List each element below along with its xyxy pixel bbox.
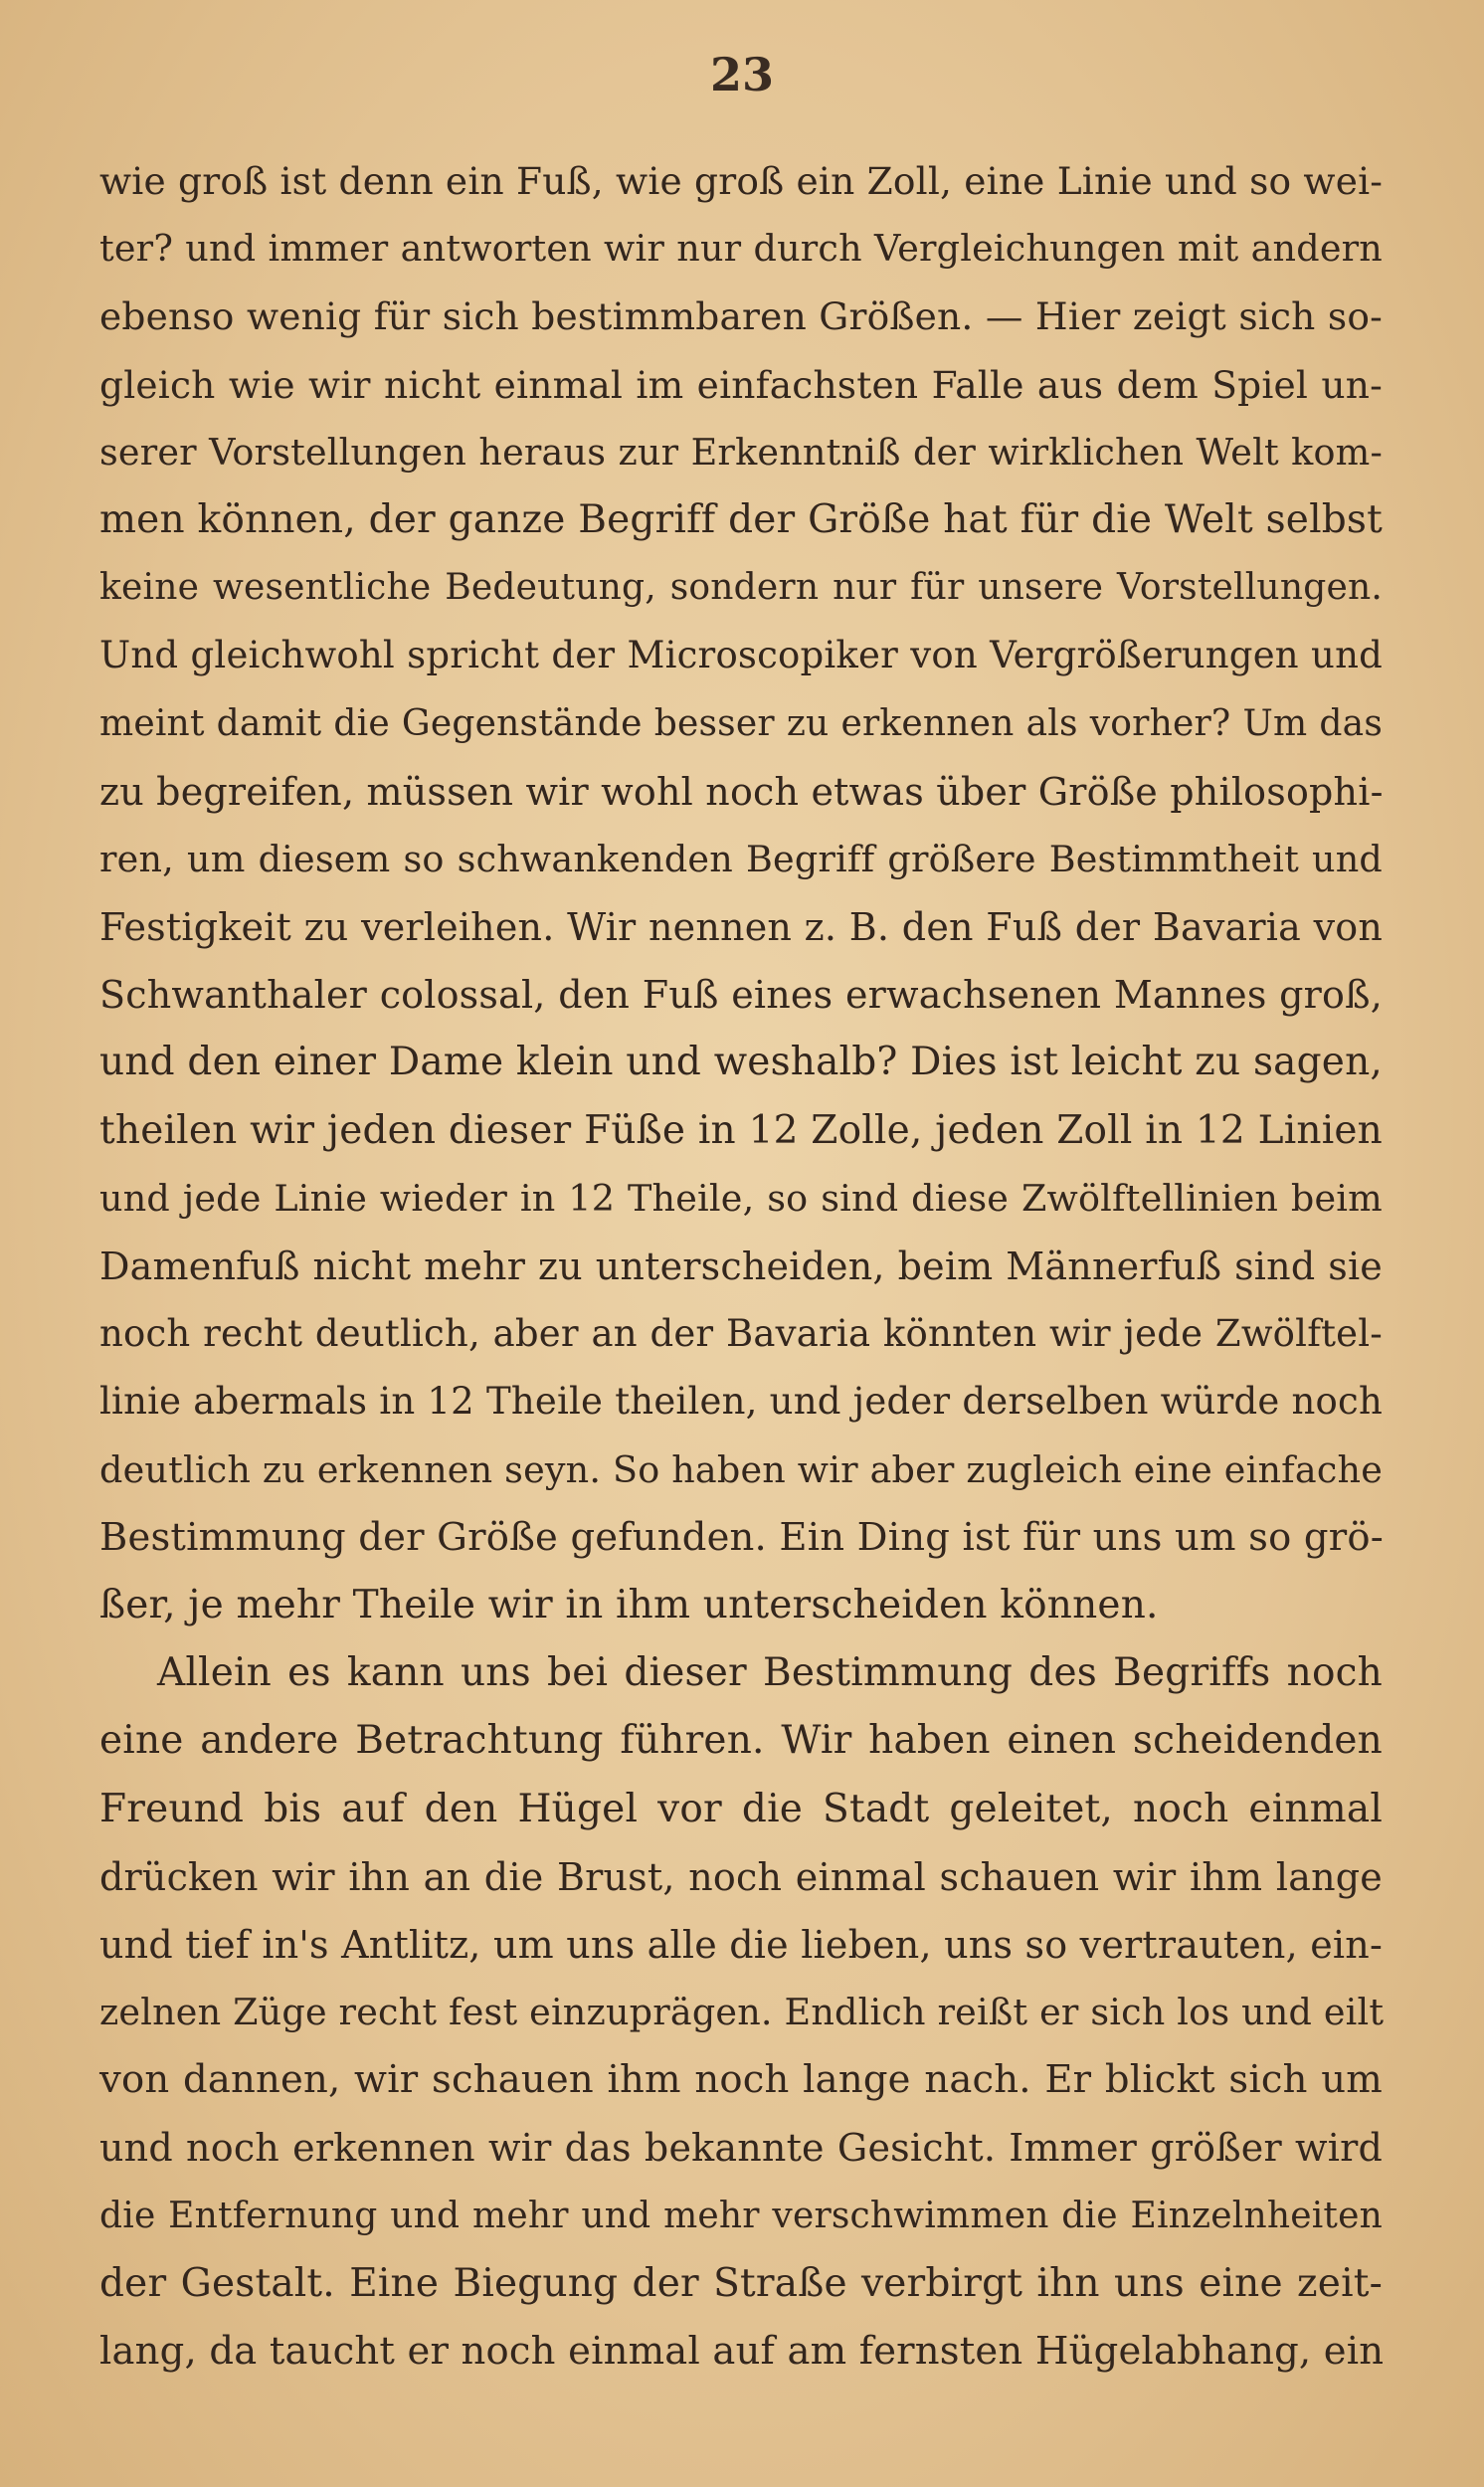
text-line: die Entfernung und mehr und mehr verschwimmen die Einzelnheiten — [99, 2195, 1383, 2236]
text-line: wie groß ist denn ein Fuß, wie groß ein Zoll, eine Linie und so wei- — [99, 159, 1384, 203]
paragraph-2 — [99, 1639, 1383, 2386]
text-line: Damenfuß nicht mehr zu unterscheiden, beim Männerfuß sind sie — [99, 1244, 1383, 1288]
text-line: meint damit die Gegenstände besser zu erkennen als vorher? Um das — [99, 702, 1383, 744]
text-line: keine wesentliche Bedeutung, sondern nur für unsere Vorstellungen. — [99, 567, 1383, 609]
text-line: Bestimmung der Größe gefunden. Ein Ding ist für uns um so grö- — [99, 1514, 1384, 1560]
text-line: linie abermals in 12 Theile theilen, und jeder derselben würde noch — [99, 1380, 1383, 1424]
text-line: eine andere Betrachtung führen. Wir haben einen scheidenden — [99, 1718, 1383, 1764]
text-line: deutlich zu erkennen seyn. So haben wir aber zugleich eine einfache — [99, 1447, 1383, 1491]
text-line: serer Vorstellungen heraus zur Erkenntniß der wirklichen Welt kom- — [99, 430, 1383, 474]
text-line: gleich wie wir nicht einmal im einfachsten Falle aus dem Spiel un- — [99, 362, 1383, 407]
text-line: und tief in's Antlitz, um uns alle die lieben, uns so vertrauten, ein- — [99, 1922, 1383, 1967]
text-line: Freund bis auf den Hügel vor die Stadt geleitet, noch einmal — [99, 1786, 1383, 1831]
text-line: und den einer Dame klein und weshalb? Dies ist leicht zu sagen, — [99, 1040, 1383, 1085]
paragraph-1 — [99, 147, 1383, 1639]
text-line: men können, der ganze Begriff der Größe hat für die Welt selbst — [99, 496, 1383, 542]
text-line: und noch erkennen wir das bekannte Gesicht. Immer größer wird — [99, 2126, 1383, 2171]
text-line: Festigkeit zu verleihen. Wir nennen z. B. den Fuß der Bavaria von — [99, 905, 1383, 950]
text-line: theilen wir jeden dieser Füße in 12 Zolle, jeden Zoll in 12 Linien — [99, 1107, 1383, 1153]
text-line: ßer, je mehr Theile wir in ihm unterscheiden können. — [99, 1582, 1159, 1627]
text-line: lang, da taucht er noch einmal auf am fernsten Hügelabhang, ein — [99, 2329, 1385, 2374]
text-line: der Gestalt. Eine Biegung der Straße verbirgt ihn uns eine zeit- — [99, 2260, 1383, 2306]
text-line: ren, um diesem so schwankenden Begriff größere Bestimmtheit und — [99, 837, 1383, 880]
text-line: zu begreifen, müssen wir wohl noch etwas über Größe philosophi- — [99, 769, 1384, 814]
text-line: Schwanthaler colossal, den Fuß eines erwachsenen Mannes groß, — [99, 973, 1383, 1018]
text-line: ebenso wenig für sich bestimmbaren Größen. — Hier zeigt sich so- — [99, 294, 1383, 339]
text-line: drücken wir ihn an die Brust, noch einmal schauen wir ihm lange — [99, 1854, 1383, 1899]
text-line: Und gleichwohl spricht der Microscopiker von Vergrößerungen und — [99, 634, 1383, 677]
text-line: und jede Linie wieder in 12 Theile, so sind diese Zwölftellinien beim — [99, 1176, 1383, 1220]
text-line: zelnen Züge recht fest einzuprägen. Endlich reißt er sich los und eilt — [99, 1991, 1385, 2034]
text-line: noch recht deutlich, aber an der Bavaria könnten wir jede Zwölftel- — [99, 1312, 1383, 1356]
text-line: von dannen, wir schauen ihm noch lange nach. Er blickt sich um — [99, 2057, 1383, 2103]
page-number: 23 — [709, 48, 774, 101]
text-line: Allein es kann uns bei dieser Bestimmung des Begriffs noch — [157, 1650, 1383, 1696]
text-line: ter? und immer antworten wir nur durch Vergleichungen mit andern — [99, 227, 1383, 271]
body-text — [99, 147, 1383, 2386]
